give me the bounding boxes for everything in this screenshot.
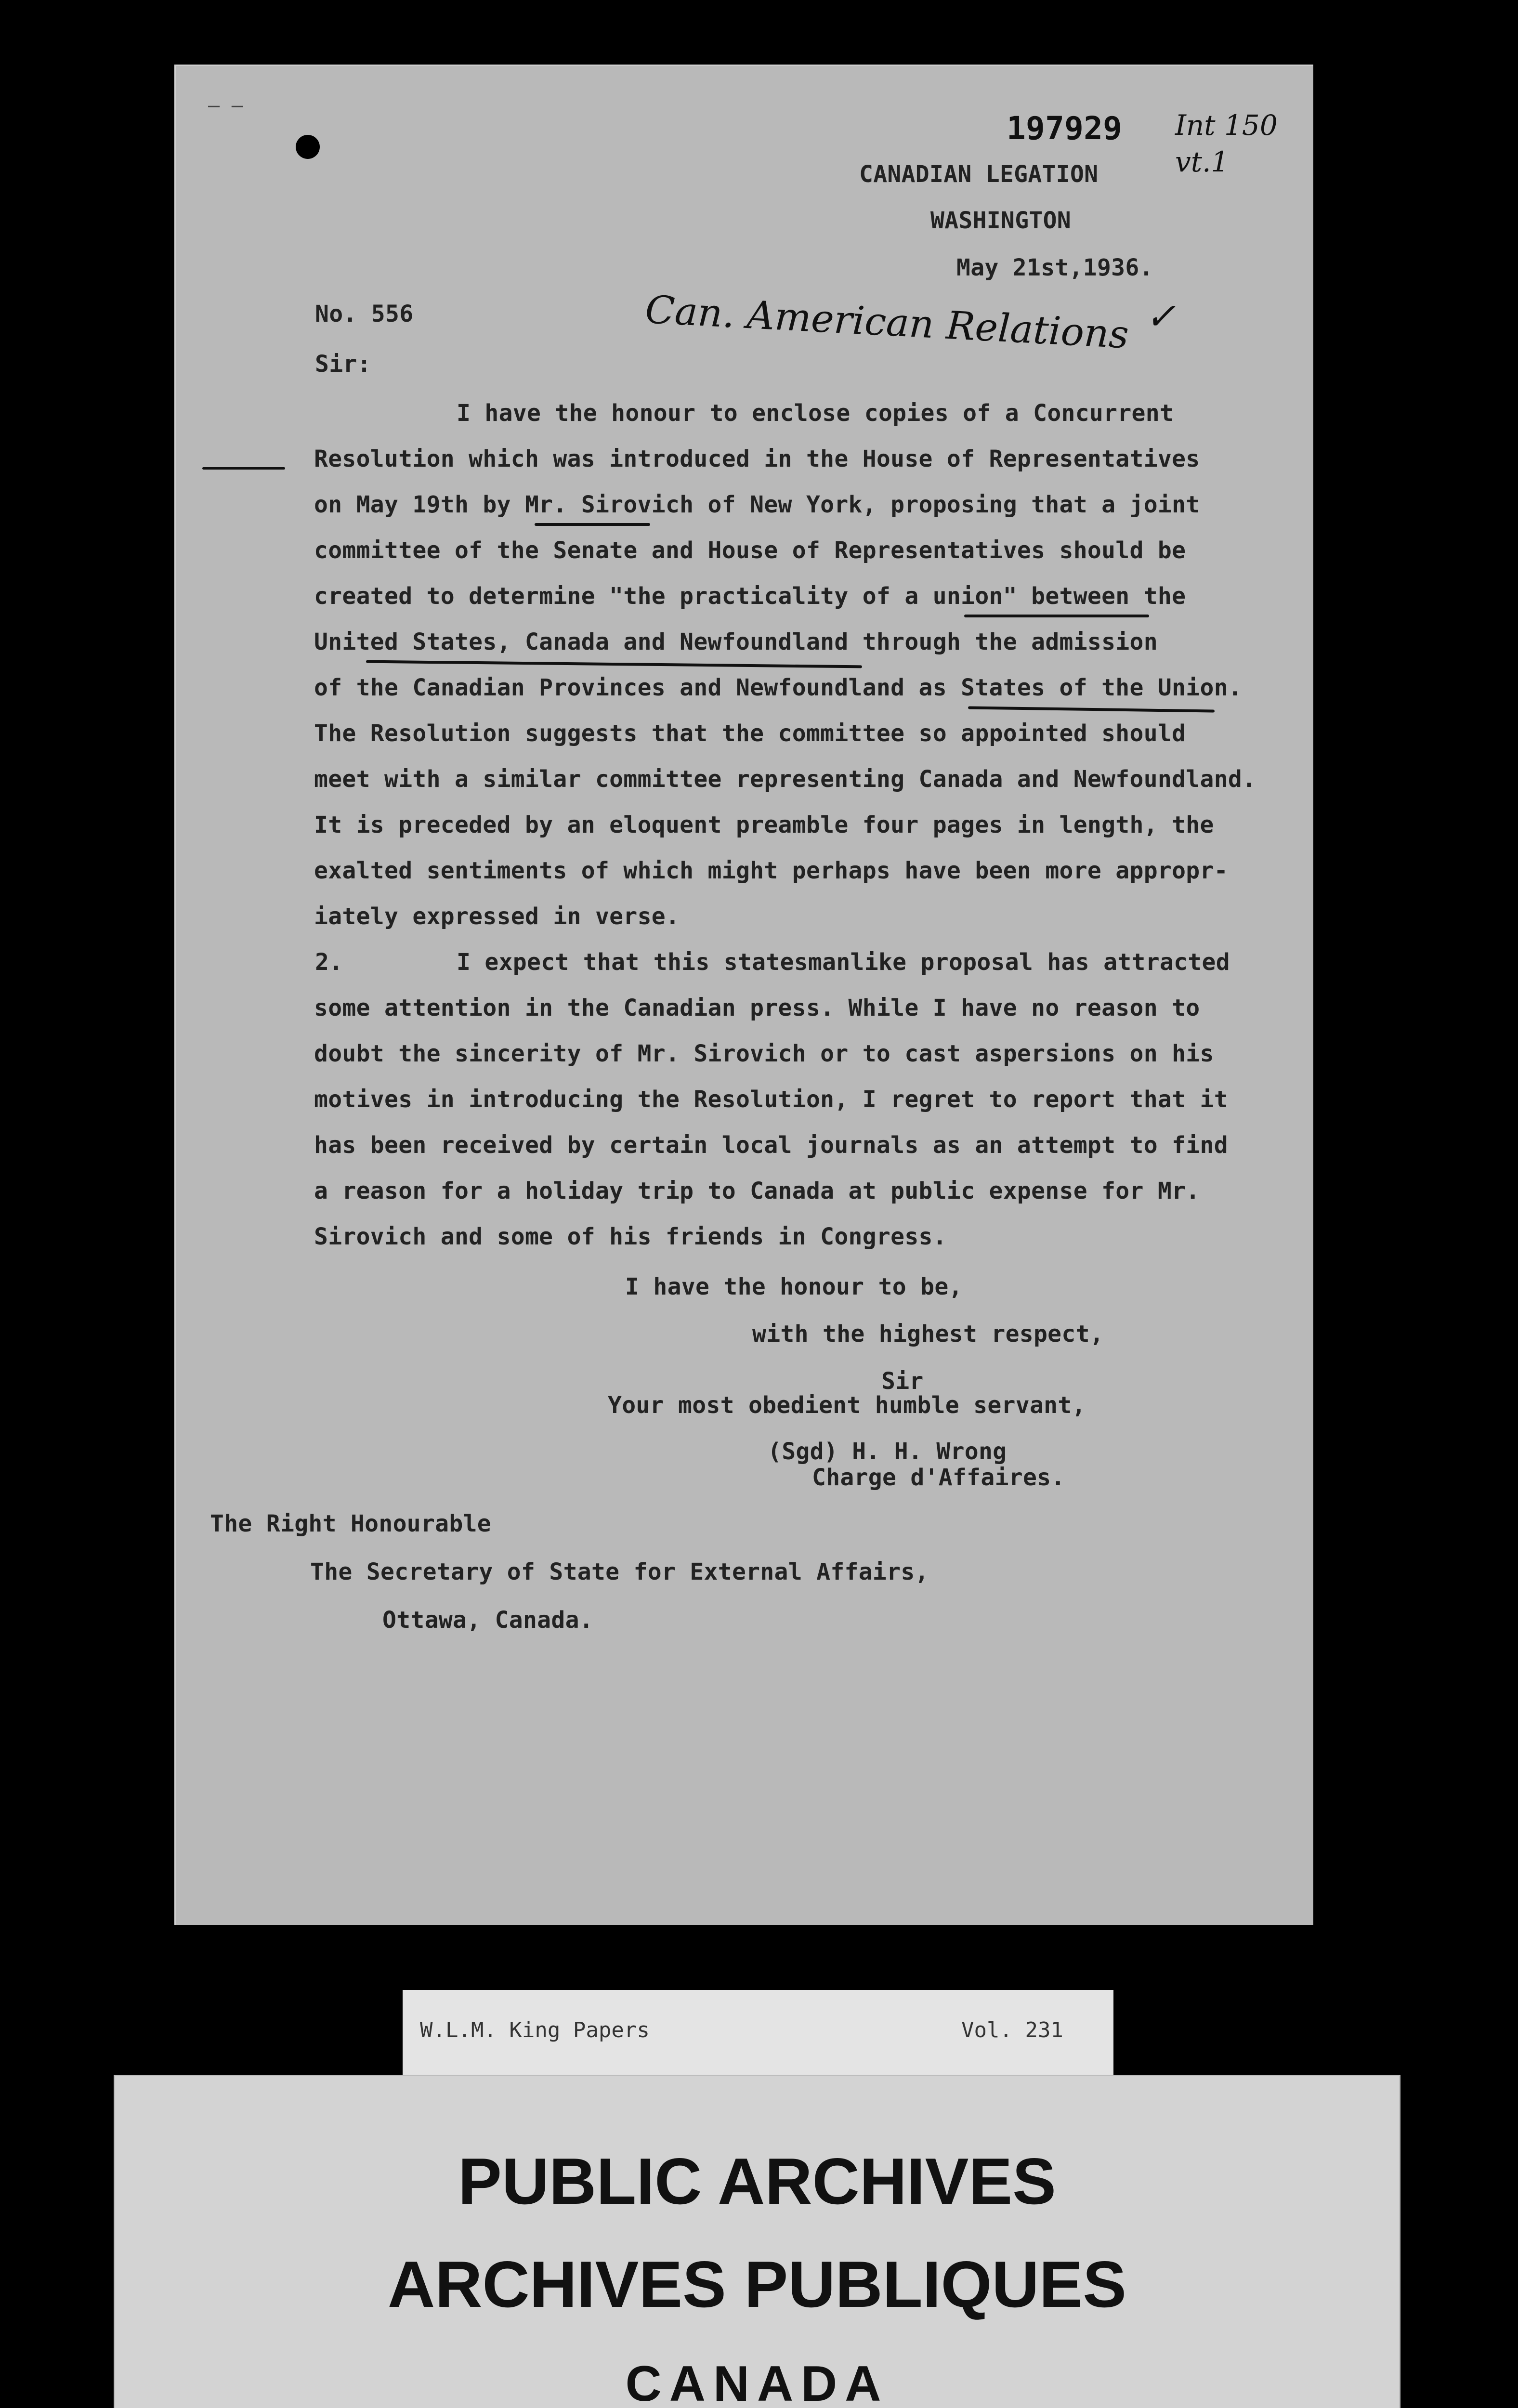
subject-handwritten-note: Can. American Relations bbox=[644, 287, 1130, 357]
para2-line-2: some attention in the Canadian press. While I have no reason to bbox=[314, 995, 1200, 1021]
para1-line-6: United States, Canada and Newfoundland through the admission bbox=[314, 628, 1158, 655]
para1-line-2: Resolution which was introduced in the House of Representatives bbox=[314, 445, 1200, 472]
closing-line-3: Sir bbox=[881, 1368, 924, 1395]
letter-number: No. 556 bbox=[315, 301, 414, 327]
para1-line-7: of the Canadian Provinces and Newfoundland as States of the Union. bbox=[314, 674, 1243, 701]
letter-date: May 21st,1936. bbox=[956, 254, 1153, 281]
para1-line-4: committee of the Senate and House of Representatives should be bbox=[314, 537, 1186, 564]
signature-title: Charge d'Affaires. bbox=[812, 1464, 1065, 1491]
para2-line-6: a reason for a holiday trip to Canada at public expense for Mr. bbox=[314, 1178, 1200, 1204]
city-heading: WASHINGTON bbox=[930, 207, 1071, 234]
corner-handwritten-note: Int 150 vt.1 bbox=[1175, 109, 1278, 178]
stamp-line-2: ARCHIVES PUBLIQUES bbox=[388, 2248, 1126, 2321]
signature: (Sgd) H. H. Wrong bbox=[768, 1438, 1007, 1465]
legation-heading: CANADIAN LEGATION bbox=[859, 161, 1099, 188]
address-line-3: Ottawa, Canada. bbox=[382, 1607, 593, 1634]
para2-line-1: I expect that this statesmanlike proposal has attracted bbox=[457, 949, 1230, 976]
para2-number: 2. bbox=[315, 949, 343, 976]
closing-line-2: with the highest respect, bbox=[752, 1321, 1104, 1348]
collection-name: W.L.M. King Papers bbox=[420, 2018, 650, 2042]
para2-line-5: has been received by certain local journals as an attempt to find bbox=[314, 1132, 1228, 1159]
para1-line-10: It is preceded by an eloquent preamble four pages in length, the bbox=[314, 811, 1214, 838]
para1-line-1: I have the honour to enclose copies of a Concurrent bbox=[457, 400, 1174, 427]
para1-line-12: iately expressed in verse. bbox=[314, 903, 680, 930]
para1-line-3: on May 19th by Mr. Sirovich of New York, proposing that a joint bbox=[314, 491, 1200, 518]
stamp-line-1: PUBLIC ARCHIVES bbox=[458, 2145, 1056, 2218]
closing-line-4: Your most obedient humble servant, bbox=[608, 1392, 1086, 1419]
corner-pencil-mark: — — bbox=[208, 94, 244, 117]
reference-number: 197929 bbox=[1007, 110, 1123, 147]
stamp-line-3: CANADA bbox=[625, 2356, 889, 2408]
volume-number: Vol. 231 bbox=[961, 2018, 1063, 2042]
address-line-2: The Secretary of State for External Affairs, bbox=[310, 1558, 929, 1585]
para1-line-8: The Resolution suggests that the committee so appointed should bbox=[314, 720, 1186, 747]
closing-line-1: I have the honour to be, bbox=[625, 1273, 963, 1300]
para2-line-7: Sirovich and some of his friends in Congress. bbox=[314, 1223, 947, 1250]
para2-line-4: motives in introducing the Resolution, I regret to report that it bbox=[314, 1086, 1228, 1113]
margin-dash bbox=[202, 467, 285, 470]
address-line-1: The Right Honourable bbox=[210, 1510, 491, 1537]
para1-line-5: created to determine "the practicality of a union" between the bbox=[314, 583, 1186, 610]
check-mark-icon: ✓ bbox=[1145, 295, 1176, 338]
archives-stamp-card bbox=[114, 2075, 1400, 2408]
archive-label bbox=[403, 1990, 1113, 2075]
salutation: Sir: bbox=[315, 351, 371, 378]
underline-union-between bbox=[964, 615, 1149, 617]
para1-line-11: exalted sentiments of which might perhaps have been more appropr- bbox=[314, 857, 1228, 884]
para2-line-3: doubt the sincerity of Mr. Sirovich or to cast aspersions on his bbox=[314, 1040, 1214, 1067]
para1-line-9: meet with a similar committee representing Canada and Newfoundland. bbox=[314, 766, 1256, 793]
underline-sirovich bbox=[535, 523, 650, 526]
punch-hole bbox=[296, 135, 320, 159]
